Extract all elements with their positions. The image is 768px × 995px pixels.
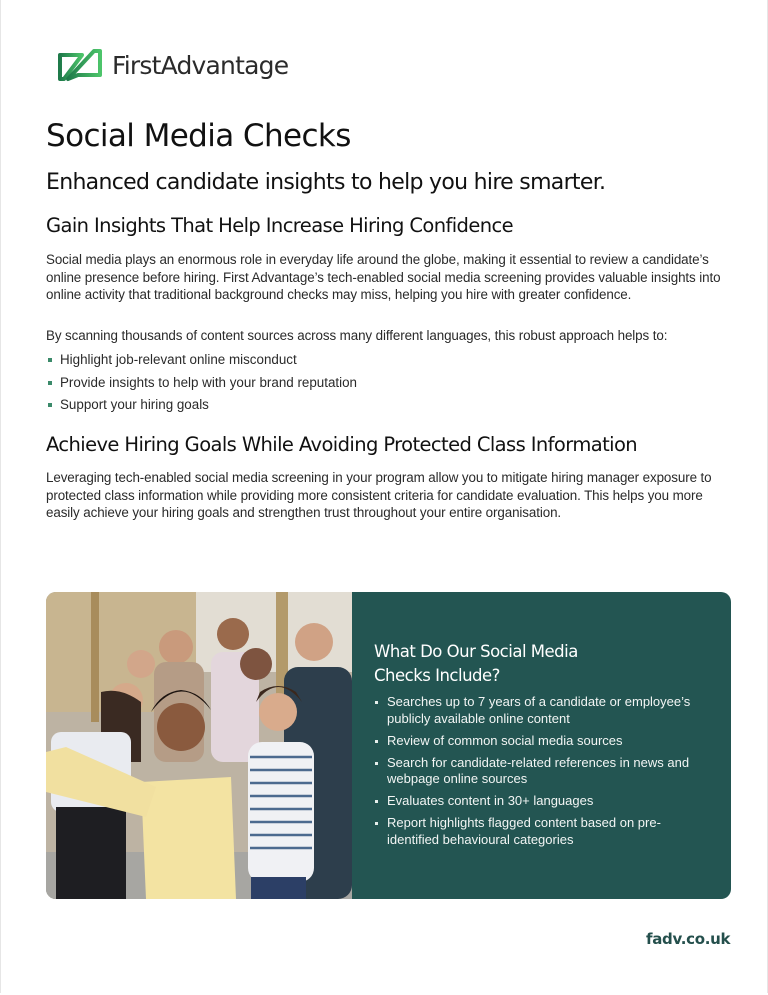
section-heading-protected-class: Achieve Hiring Goals While Avoiding Protected Class Information bbox=[46, 433, 638, 456]
list-item bbox=[374, 755, 704, 788]
bullet-icon bbox=[375, 822, 378, 825]
section-heading-insights: Gain Insights That Help Increase Hiring Confidence bbox=[46, 214, 513, 237]
brand-logo[interactable] bbox=[56, 47, 288, 83]
bullet-icon bbox=[48, 381, 52, 385]
list-item bbox=[46, 394, 357, 417]
bullet-icon bbox=[48, 403, 52, 407]
section-paragraph-scanning: By scanning thousands of content sources across many different languages, this robust approach helps to: bbox=[46, 328, 668, 343]
bullet-icon bbox=[375, 701, 378, 704]
list-item-text: Review of common social media sources bbox=[387, 732, 623, 748]
section-paragraph-intro: Social media plays an enormous role in everyday life around the globe, making it essential to review a candidate’s online presence before hiring. First Advantage’s tech-enabled social media screening provides valuable insights into online activity that traditional background checks may miss, helping you hire with greater confidence. bbox=[46, 252, 721, 302]
photo-illustration bbox=[46, 592, 352, 899]
list-item bbox=[46, 349, 357, 372]
feature-panel-content bbox=[352, 592, 704, 899]
list-item-text: Search for candidate-related references in news and webpage online sources bbox=[387, 754, 690, 786]
list-item-text: Report highlights flagged content based on pre-identified behavioural categories bbox=[387, 815, 661, 847]
list-item-text: Support your hiring goals bbox=[60, 397, 209, 412]
panel-title: What Do Our Social Media Checks Include? bbox=[374, 642, 578, 685]
list-item bbox=[46, 372, 357, 395]
feature-panel bbox=[46, 592, 731, 899]
section-paragraph-protected-class: Leveraging tech-enabled social media screening in your program allow you to mitigate hiring manager exposure to protected class information while providing more consistent criteria for candidate evaluation. This helps you more easily achieve your hiring goals and strengthen trust throughout your entire organisation. bbox=[46, 470, 712, 520]
list-item bbox=[374, 733, 704, 750]
page-subtitle: Enhanced candidate insights to help you hire smarter. bbox=[46, 170, 606, 195]
bullet-icon bbox=[375, 762, 378, 765]
brand-name: FirstAdvantage bbox=[112, 50, 289, 80]
list-item bbox=[374, 793, 704, 810]
website-link[interactable]: fadv.co.uk bbox=[646, 930, 731, 948]
bullet-icon bbox=[48, 358, 52, 362]
group-selfie-photo bbox=[46, 592, 352, 899]
benefits-list bbox=[46, 349, 357, 417]
page-title: Social Media Checks bbox=[46, 118, 351, 154]
list-item bbox=[374, 694, 704, 727]
list-item-text: Provide insights to help with your brand reputation bbox=[60, 374, 358, 390]
first-advantage-logo-icon bbox=[56, 47, 104, 83]
list-item-text: Evaluates content in 30+ languages bbox=[387, 793, 594, 808]
features-list bbox=[374, 694, 704, 848]
bullet-icon bbox=[375, 800, 378, 803]
bullet-icon bbox=[375, 740, 378, 743]
list-item-text: Highlight job-relevant online misconduct bbox=[60, 352, 297, 367]
list-item bbox=[374, 815, 704, 848]
list-item-text: Searches up to 7 years of a candidate or employee’s publicly available online content bbox=[387, 694, 691, 726]
